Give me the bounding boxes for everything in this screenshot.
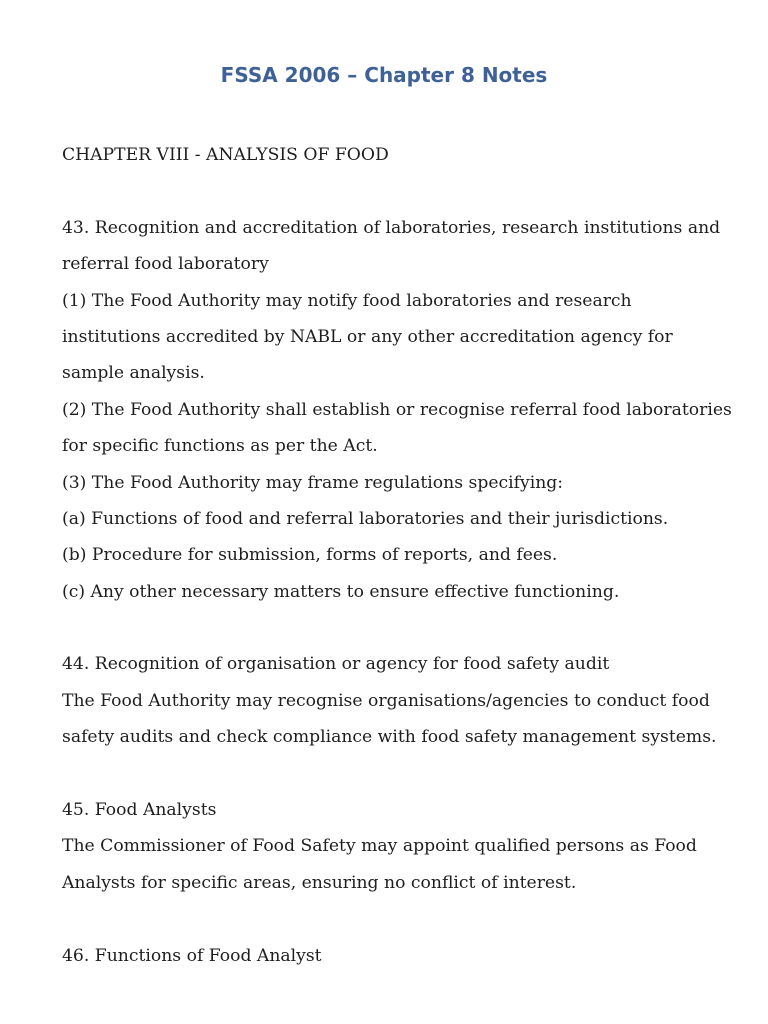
section-43-paragraph-1-line-3: sample analysis. bbox=[62, 363, 205, 384]
section-43-paragraph-1-line-2: institutions accredited by NABL or any other accreditation agency for bbox=[62, 326, 673, 347]
section-45 bbox=[62, 792, 742, 901]
spacer bbox=[62, 756, 742, 792]
document-body bbox=[62, 137, 742, 974]
spacer bbox=[62, 901, 742, 937]
section-44-heading: 44. Recognition of organisation or agency for food safety audit bbox=[62, 654, 610, 675]
section-45-body-line-2: Analysts for specific areas, ensuring no conflict of interest. bbox=[62, 872, 577, 893]
section-43-item-b: (b) Procedure for submission, forms of reports, and fees. bbox=[62, 545, 558, 566]
page-title: FSSA 2006 – Chapter 8 Notes bbox=[220, 63, 548, 87]
chapter-heading: CHAPTER VIII - ANALYSIS OF FOOD bbox=[62, 145, 389, 165]
section-43-heading-line-2: referral food laboratory bbox=[62, 254, 269, 275]
section-43-item-a: (a) Functions of food and referral laboratories and their jurisdictions. bbox=[62, 508, 669, 529]
section-44-body-line-2: safety audits and check compliance with food safety management systems. bbox=[62, 727, 717, 748]
section-43-paragraph-2-line-2: for specific functions as per the Act. bbox=[62, 436, 378, 457]
section-43-heading-line-1: 43. Recognition and accreditation of laboratories, research institutions and bbox=[62, 217, 721, 238]
section-43 bbox=[62, 210, 742, 610]
section-44 bbox=[62, 646, 742, 755]
section-43-paragraph-3: (3) The Food Authority may frame regulations specifying: bbox=[62, 472, 564, 493]
section-46 bbox=[62, 938, 742, 974]
spacer bbox=[62, 173, 742, 209]
section-43-paragraph-2-line-1: (2) The Food Authority shall establish or recognise referral food laboratories bbox=[62, 399, 732, 420]
section-45-heading: 45. Food Analysts bbox=[62, 800, 217, 821]
section-43-paragraph-1-line-1: (1) The Food Authority may notify food laboratories and research bbox=[62, 290, 632, 311]
spacer bbox=[62, 610, 742, 646]
section-45-body-line-1: The Commissioner of Food Safety may appoint qualified persons as Food bbox=[62, 836, 697, 857]
section-43-item-c: (c) Any other necessary matters to ensure effective functioning. bbox=[62, 581, 620, 602]
section-46-heading: 46. Functions of Food Analyst bbox=[62, 945, 322, 966]
section-44-body-line-1: The Food Authority may recognise organisations/agencies to conduct food bbox=[62, 690, 710, 711]
